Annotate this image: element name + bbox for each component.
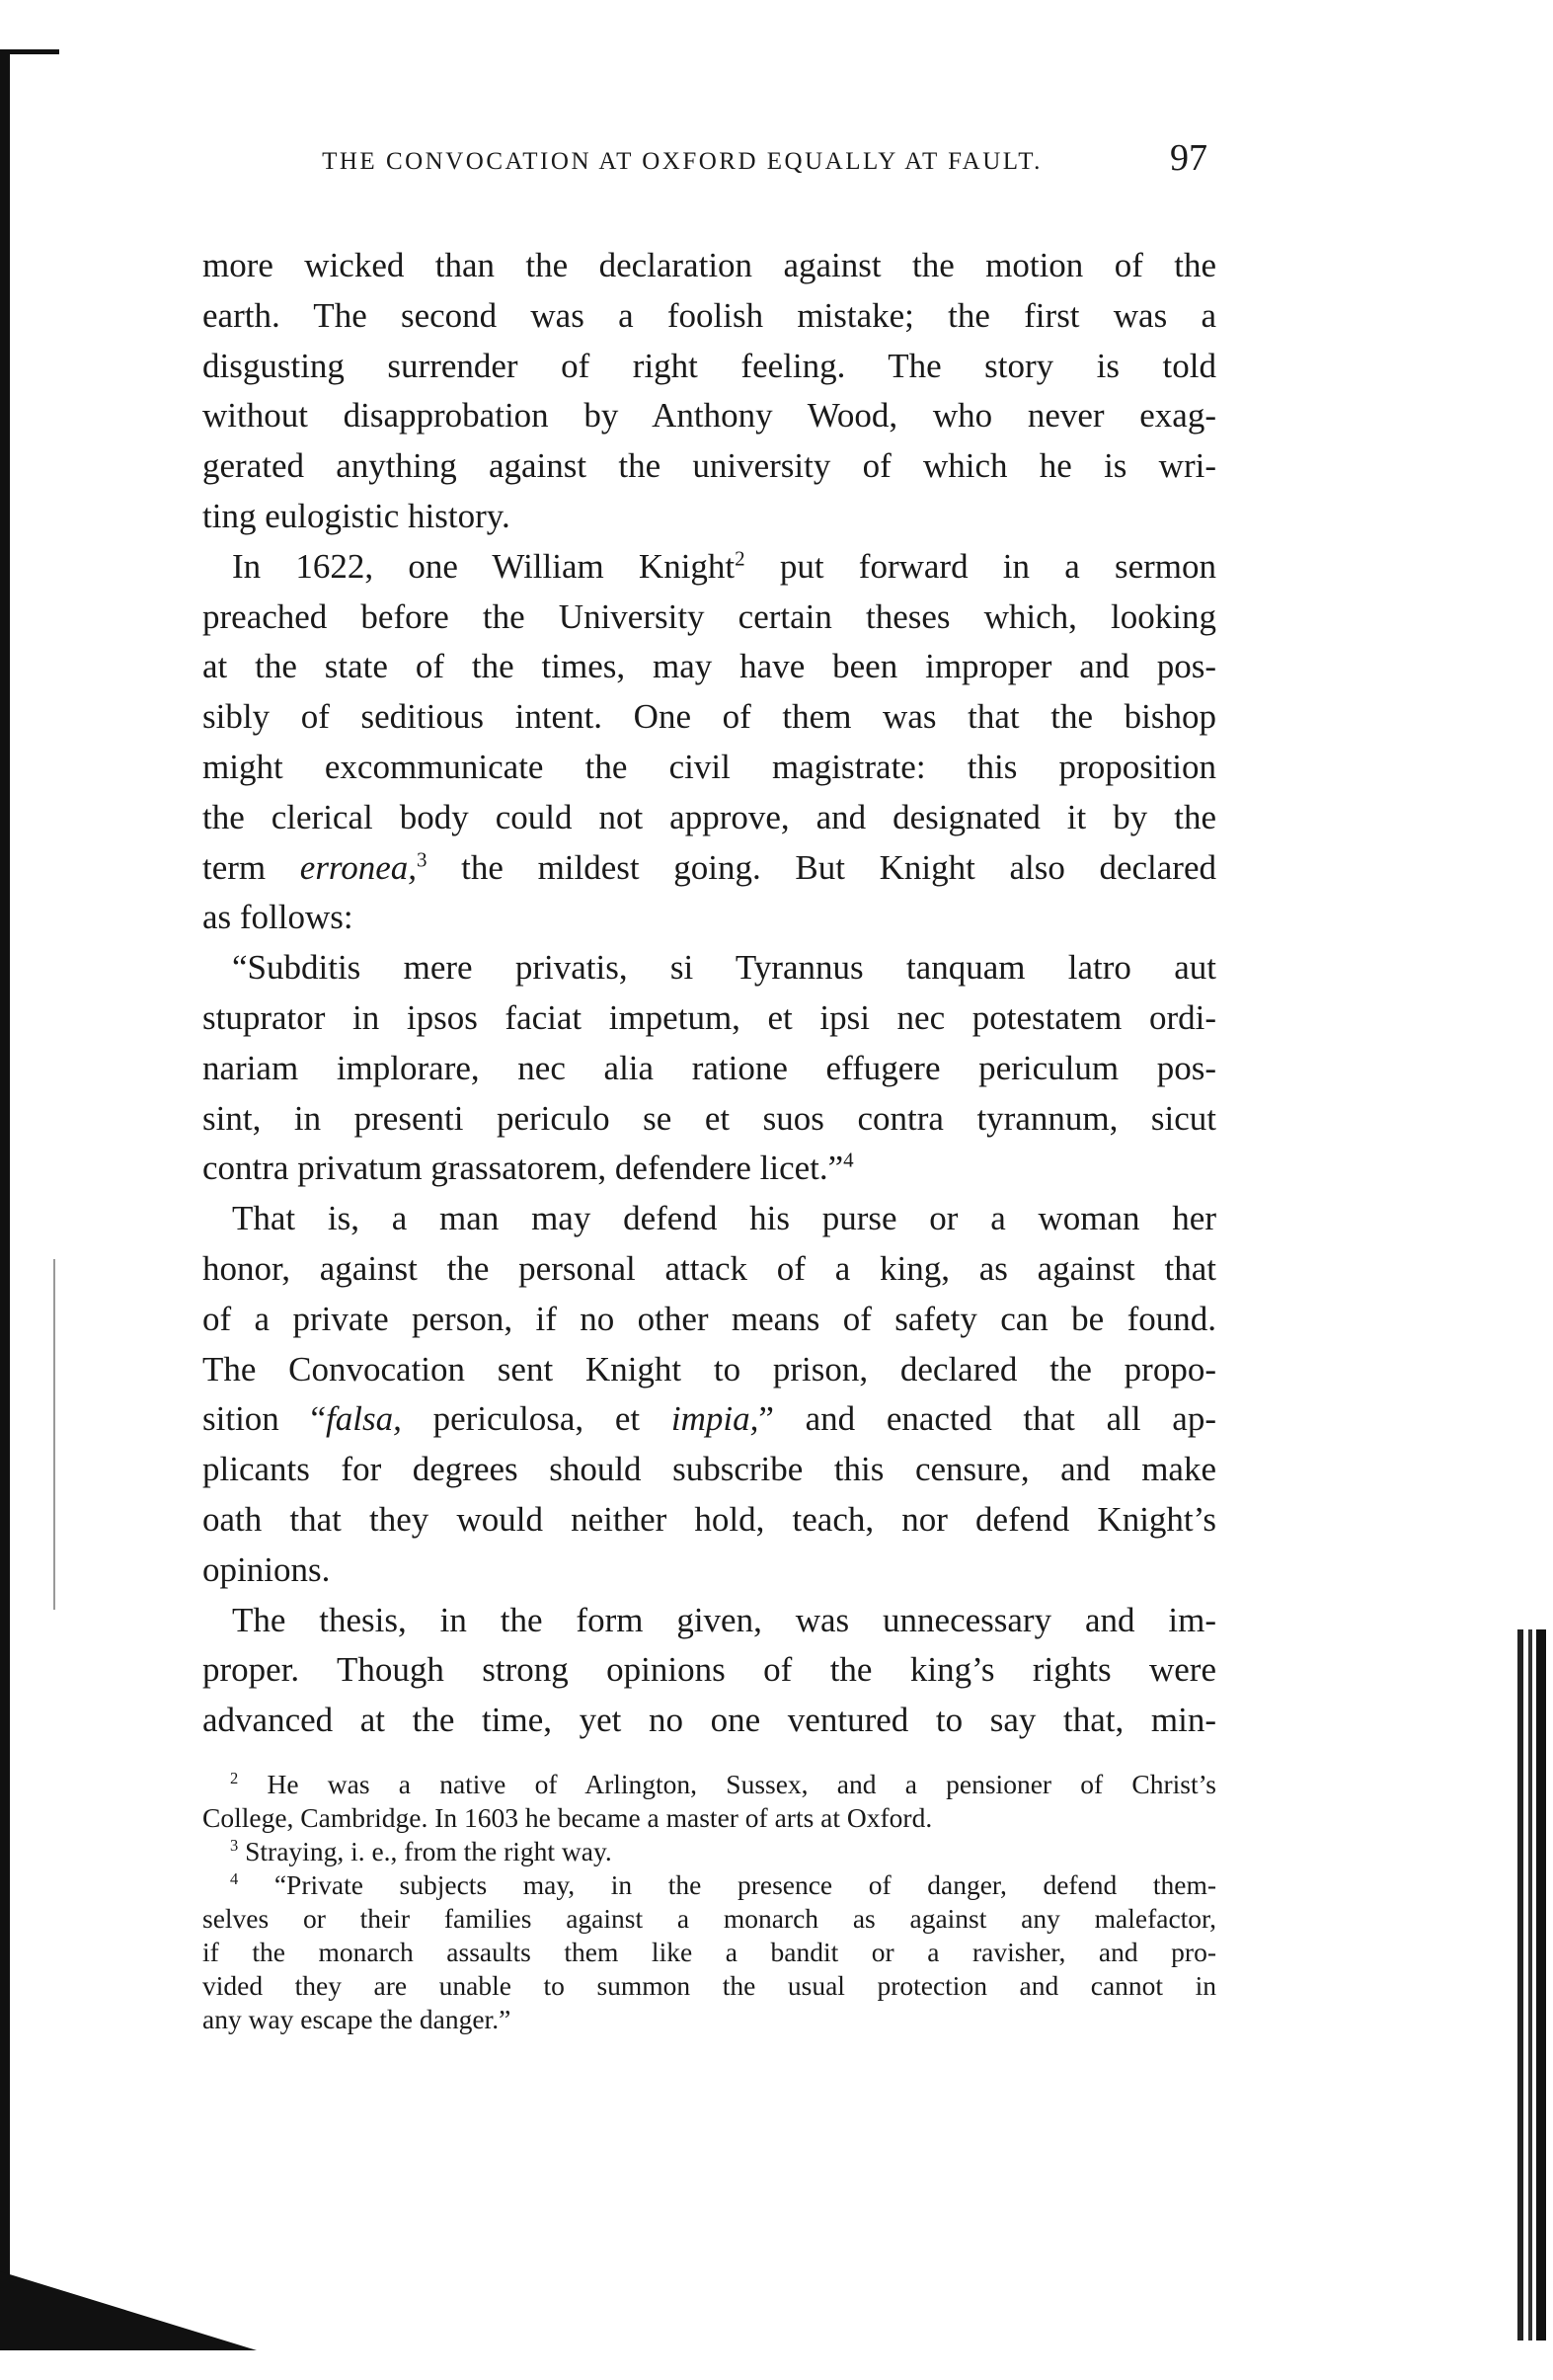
text-line [202, 492, 1216, 542]
text-run: selves or their families against a monarch as against any malefactor, [202, 1903, 1216, 1934]
footnote-marker: 2 [735, 546, 745, 571]
scan-artifact-line [53, 1259, 55, 1610]
text-line [202, 993, 1216, 1044]
text-run: opinions. [202, 1549, 331, 1589]
text-run: stuprator in ipsos faciat impetum, et ipsi nec potestatem ordi- [202, 997, 1216, 1037]
text-run: sint, in presenti periculo se et suos contra tyrannum, sicut [202, 1098, 1216, 1138]
text-run: proper. Though strong opinions of the king’s rights were [202, 1650, 1216, 1690]
footnote-marker: 3 [230, 1835, 239, 1855]
text-run: In 1622, one William Knight [232, 546, 736, 586]
text-run: any way escape the danger.” [202, 2004, 511, 2034]
text-line [202, 1094, 1216, 1145]
running-header: THE CONVOCATION AT OXFORD EQUALLY AT FAULT. [322, 148, 1043, 175]
scan-binding-edge [1536, 1629, 1546, 2340]
text-line [202, 241, 1216, 291]
text-run: sibly of seditious intent. One of them was that the bishop [202, 697, 1216, 737]
text-line [202, 692, 1216, 743]
text-run: “Subditis mere privatis, si Tyrannus tanquam latro aut [232, 948, 1216, 988]
text-line [202, 943, 1216, 993]
text-run: ting eulogistic history. [202, 496, 510, 535]
footnote-marker: 2 [230, 1768, 239, 1787]
text-run: if the monarch assaults them like a bandit or a ravisher, and pro- [202, 1937, 1216, 1967]
text-line [202, 1295, 1216, 1345]
text-run: nariam implorare, nec alia ratione effugere periculum pos- [202, 1048, 1216, 1087]
text-line [202, 1546, 1216, 1596]
text-run: gerated anything against the university of which he is wri- [202, 446, 1216, 486]
text-run: The thesis, in the form given, was unnecessary and im- [232, 1600, 1216, 1639]
text-line [202, 1596, 1216, 1646]
body-text [202, 241, 1216, 1746]
text-line [202, 1345, 1216, 1395]
footnote-line [202, 2003, 1216, 2036]
text-run: The Convocation sent Knight to prison, declared the propo- [202, 1349, 1216, 1388]
text-line [202, 291, 1216, 342]
text-line [202, 843, 1216, 894]
text-line [202, 1244, 1216, 1295]
footnote-line [202, 1969, 1216, 2003]
text-run: contra privatum grassatorem, defendere licet.” [202, 1149, 844, 1188]
text-line [202, 1144, 1216, 1194]
text-run: periculosa, et [401, 1399, 671, 1439]
italic-text: erronea, [299, 847, 418, 887]
scan-corner-shadow [0, 2271, 257, 2350]
text-run: of a private person, if no other means of safety can be found. [202, 1299, 1216, 1338]
text-line [202, 1445, 1216, 1495]
text-run: might excommunicate the civil magistrate: this proposition [202, 747, 1216, 786]
italic-text: falsa, [326, 1399, 402, 1439]
text-line [202, 642, 1216, 692]
text-line [202, 593, 1216, 643]
footnote-marker: 3 [417, 846, 427, 871]
text-run: vided they are unable to summon the usual protection and cannot in [202, 1970, 1216, 2001]
text-run: plicants for degrees should subscribe this censure, and make [202, 1450, 1216, 1489]
text-run: College, Cambridge. In 1603 he became a master of arts at Oxford. [202, 1802, 933, 1833]
footnote-line [202, 1902, 1216, 1936]
text-run: advanced at the time, yet no one ventured to say that, min- [202, 1701, 1216, 1740]
text-line [202, 342, 1216, 392]
text-run: put forward in a sermon [744, 546, 1216, 586]
text-run: oath that they would neither hold, teach, nor defend Knight’s [202, 1499, 1216, 1539]
text-line [202, 1696, 1216, 1746]
page-number: 97 [1170, 137, 1207, 179]
text-line [202, 743, 1216, 793]
text-line [202, 1044, 1216, 1094]
text-line [202, 542, 1216, 593]
text-run: That is, a man may defend his purse or a woman her [232, 1199, 1216, 1238]
text-run: the clerical body could not approve, and designated it by the [202, 797, 1216, 836]
footnote-line [202, 1868, 1216, 1902]
text-line [202, 793, 1216, 843]
text-run: without disapprobation by Anthony Wood, who never exag- [202, 396, 1216, 436]
text-run: earth. The second was a foolish mistake; the first was a [202, 295, 1216, 335]
text-run: more wicked than the declaration against the motion of the [202, 246, 1216, 284]
text-run: disgusting surrender of right feeling. The story is told [202, 346, 1216, 385]
text-run: term [202, 847, 300, 887]
footnote-line [202, 1835, 1216, 1868]
footnotes [202, 1768, 1216, 2036]
scan-binding-edge [1528, 1629, 1532, 2340]
text-run: ” and enacted that all ap- [758, 1399, 1216, 1439]
text-run: as follows: [202, 898, 353, 937]
text-line [202, 1495, 1216, 1546]
footnote-line [202, 1801, 1216, 1835]
text-run: the mildest going. But Knight also declared [427, 847, 1216, 887]
text-run: honor, against the personal attack of a king, as against that [202, 1248, 1216, 1288]
text-line [202, 391, 1216, 441]
text-run: “Private subjects may, in the presence of danger, defend them- [238, 1869, 1216, 1900]
footnote-line [202, 1768, 1216, 1801]
text-run: sition “ [202, 1399, 327, 1439]
text-run: at the state of the times, may have been improper and pos- [202, 647, 1216, 686]
text-line [202, 893, 1216, 943]
text-run: Straying, i. e., from the right way. [238, 1836, 612, 1866]
text-run: preached before the University certain theses which, looking [202, 596, 1216, 636]
footnote-marker: 4 [230, 1868, 239, 1888]
footnote-marker: 4 [843, 1148, 854, 1172]
text-line [202, 441, 1216, 492]
text-line [202, 1645, 1216, 1696]
scan-binding-edge [1517, 1629, 1523, 2340]
scan-frame-left-edge [0, 49, 10, 2350]
text-line [202, 1194, 1216, 1244]
footnote-line [202, 1936, 1216, 1969]
text-run: He was a native of Arlington, Sussex, and a pensioner of Christ’s [238, 1769, 1216, 1799]
text-line [202, 1394, 1216, 1445]
italic-text: impia, [670, 1399, 759, 1439]
